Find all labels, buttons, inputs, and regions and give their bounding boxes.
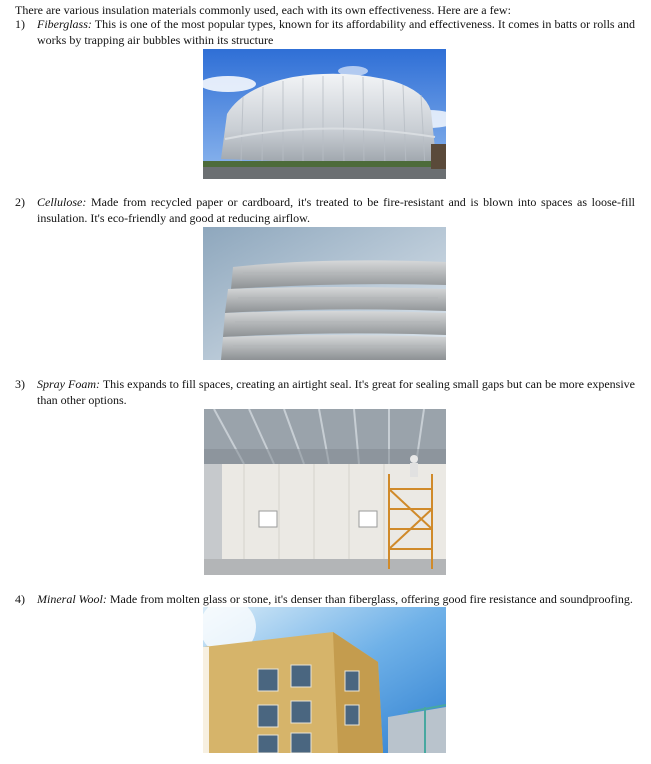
item-number: 2) <box>15 195 25 209</box>
list-item-fiberglass <box>15 17 635 48</box>
item-text <box>37 377 635 408</box>
item-text <box>37 592 635 608</box>
fiberglass-building-photo <box>203 49 446 179</box>
item-number: 3) <box>15 377 25 391</box>
item-text <box>37 195 635 226</box>
list-item-cellulose <box>15 195 635 226</box>
item-name: Cellulose: <box>37 195 87 209</box>
item-description: Made from molten glass or stone, it's denser than fiberglass, offering good fire resistance and soundproofing. <box>106 592 633 606</box>
item-name: Fiberglass: <box>37 17 92 31</box>
item-name: Mineral Wool: <box>37 592 107 606</box>
intro-paragraph: There are various insulation materials commonly used, each with its own effectiveness. Here are a few: <box>15 3 511 17</box>
mineral-wool-facade-photo <box>203 607 446 753</box>
list-item-spray-foam <box>15 377 635 408</box>
item-name: Spray Foam: <box>37 377 101 391</box>
item-number: 4) <box>15 592 25 606</box>
item-description: This is one of the most popular types, known for its affordability and effectiveness. It comes in batts or rolls and works by trapping air bubbles within its structure <box>37 17 635 47</box>
item-description: Made from recycled paper or cardboard, it's treated to be fire-resistant and is blown into spaces as loose-fill insulation. It's eco-friendly and good at reducing airflow. <box>37 195 635 225</box>
item-description: This expands to fill spaces, creating an airtight seal. It's great for sealing small gaps but can be more expensive than other options. <box>37 377 635 407</box>
cellulose-boards-photo <box>203 227 446 360</box>
item-text <box>37 17 635 48</box>
list-item-mineral-wool <box>15 592 635 608</box>
item-number: 1) <box>15 17 25 31</box>
spray-foam-interior-photo <box>204 409 446 575</box>
